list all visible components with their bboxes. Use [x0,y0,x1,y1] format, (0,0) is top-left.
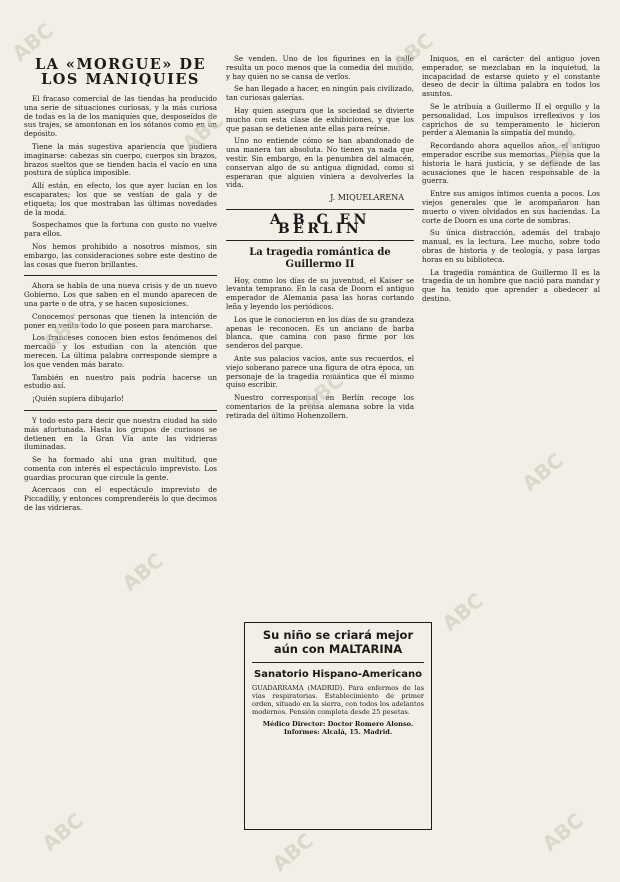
paragraph: Entre sus amigos íntimos cuenta a pocos. Los viejos generales que le acompañaron han muerto o viven olvidados en sus haciendas. La corte de Doorn es una corte de sombras. [422,189,600,225]
paragraph: Iniquos, en el carácter del antiguo joven emperador, se mezclaban en la inquietud, la incapacidad de estarse quieto y el constante deseo de decir la última palabra en todos los asuntos. [422,54,600,99]
author-signature: J. MIQUELARENA [330,193,404,203]
ad-headline [252,628,424,656]
paragraph: Se le atribuía a Guillermo II el orgullo y la personalidad. Los impulsos irreflexivos y los caprichos de su temperamento le hicieron perder a Alemania la simpatía del mundo. [422,101,600,138]
ad-headline-line2: aún con MALTARINA [273,642,403,656]
paragraph: Tiene la más sugestiva apariencia que pudiera imaginarse: cabezas sin cuerpo, cuerpos sin brazos, brazos sueltos que se tienden hacia el vacío en una postura de súplica imposible. [24,141,217,178]
paragraph: Hoy, como los días de su juventud, el Kaiser se levanta temprano. En la casa de Doorn el antiguo emperador de Alemania pasa las horas cortando leña y leyendo los periódicos. [226,275,414,311]
watermark-logo: ABC [517,448,568,496]
paragraph: ¡Quién supiera dibujarlo! [32,394,124,404]
watermark-logo: ABC [117,548,168,596]
watermark-logo: ABC [297,368,348,416]
paragraph: Se ha formado ahí una gran multitud, que comenta con interés el espectáculo imprevisto. Los guardias procuran que circule la gente. [24,455,217,482]
paragraph: Recordando ahora aquellos años, el antiguo emperador escribe sus memorias. Piensa que la historia le hará justicia, y se defiende de las acusaciones que le hacen responsable de la guerra. [422,141,600,186]
paragraph: Los franceses conocen bien estos fenómenos del mercado y los estudian con la atención que merecen. La última palabra corresponde siempre a los que venden más barato. [24,333,217,369]
watermark-logo: ABC [7,18,58,66]
paragraph: La tragedia romántica de Guillermo II es la tragedia de un hombre que nació para mandar y que ha tenido que aprender a obedecer al destino. [422,267,600,303]
watermark-logo: ABC [537,808,588,856]
divider [226,209,414,210]
paragraph: Allí están, en efecto, los que ayer lucían en los escaparates; los que se vestían de gala y de etiqueta; los que mostraban las últimas novedades de la moda. [24,181,217,217]
paragraph: Ante sus palacios vacíos, ante sus recuerdos, el viejo soberano parece una figura de otra época, un personaje de la tragedia romántica que él mismo quiso escribir. [226,353,414,390]
advertisement-box [244,622,432,830]
ad-text: GUADARRAMA (MADRID). Para enfermos de las vías respiratorias. Establecimiento de primer orden, situado en la sierra, con todos los adelantos modernos. Pensión completa desde 25 pesetas. [252,684,424,716]
paragraph: Nuestro corresponsal en Berlín recoge los comentarios de la prensa alemana sobre la vida retirada del último Hohenzollern. [226,393,414,420]
paragraph: También en nuestro país podría hacerse un estudio así. [24,372,217,391]
article-headline-morgue: LA «MORGUE» DE LOS MANIQUIES [34,56,207,88]
paragraph: Se venden. Uno de los figurines en la calle resulta un poco menos que la comedia del mundo, y hay quien no se cansa de verlos. [226,54,414,81]
paragraph: Uno no entiende cómo se han abandonado de una manera tan absoluta. No tienen ya nada que vestir. Sin embargo, en la penumbra del almacén, conservan algo de su antigua dignidad, como si esperaran que alguien viniera a devolverles la vida. [226,136,414,190]
section-title-abc-berlin: A B C EN BERLIN [270,211,370,237]
column-middle [226,55,414,425]
paragraph: Sospechamos que la fortuna con gusto no vuelve para ellos. [24,220,217,239]
paragraph: Conocemos personas que tienen la intención de poner en venta todo lo que poseen para marcharse. [24,311,217,330]
paragraph: Nos hemos prohibido a nosotros mismos, sin embargo, las consideraciones sobre este destino de las cosas que fueron brillantes. [24,241,217,269]
watermark-logo: ABC [537,128,588,176]
paragraph: Se han llegado a hacer, en ningún país civilizado, tan curiosas galerías. [226,84,414,103]
paragraph: Los que le conocieron en los días de su grandeza apenas le reconocen. Es un anciano de barba blanca, que camina con paso firme por los senderos del parque. [226,314,414,351]
ad-title: Sanatorio Hispano-Americano [254,669,422,680]
watermark-logo: ABC [267,828,318,876]
ad-contact: Médico Director: Doctor Romero Alonso. Informes: Alcalá, 15. Madrid. [262,720,414,736]
paragraph: El fracaso comercial de las tiendas ha producido una serie de situaciones curiosas, y la más curiosa de todas es la de los maniquíes que, desposeídos de sus trajes, se amontonan en los sótanos como en un depósito. [24,94,217,139]
ad-headline-line1: Su niño se criará mejor [262,628,414,642]
watermark-logo: ABC [437,588,488,636]
divider [24,275,217,276]
paragraph: Acercaos con el espectáculo imprevisto de Piccadilly, y entonces comprenderéis lo que decimos de las vidrieras. [24,485,217,513]
divider [252,662,424,663]
paragraph: Ahora se habla de una nueva crisis y de un nuevo Gobierno. Los que saben en el mundo aparecen de una parte o de otra, y se hacen suposiciones. [24,281,217,308]
watermark-logo: ABC [37,808,88,856]
watermark-logo: ABC [387,28,438,76]
divider [226,240,414,241]
column-right [422,55,600,308]
paragraph: Y todo esto para decir que nuestra ciudad ha sido más afortunada. Hasta los grupos de curiosos se detienen en la Gran Vía ante las vidrieras iluminadas. [24,415,217,452]
paragraph: Hay quien asegura que la sociedad se divierte mucho con esta clase de exhibiciones, y que los que pasan se detienen ante ellas para reírse. [226,105,414,133]
column-left [24,55,217,517]
paragraph: Su única distracción, además del trabajo manual, es la lectura. Lee mucho, sobre todo obras de historia y de teología, y pasa largas horas en su biblioteca. [422,228,600,264]
divider [24,410,217,411]
article-subheadline: La tragedia romántica de Guillermo II [249,246,391,270]
watermark-logo: ABC [177,108,228,156]
watermark-logo: ABC [37,308,88,356]
